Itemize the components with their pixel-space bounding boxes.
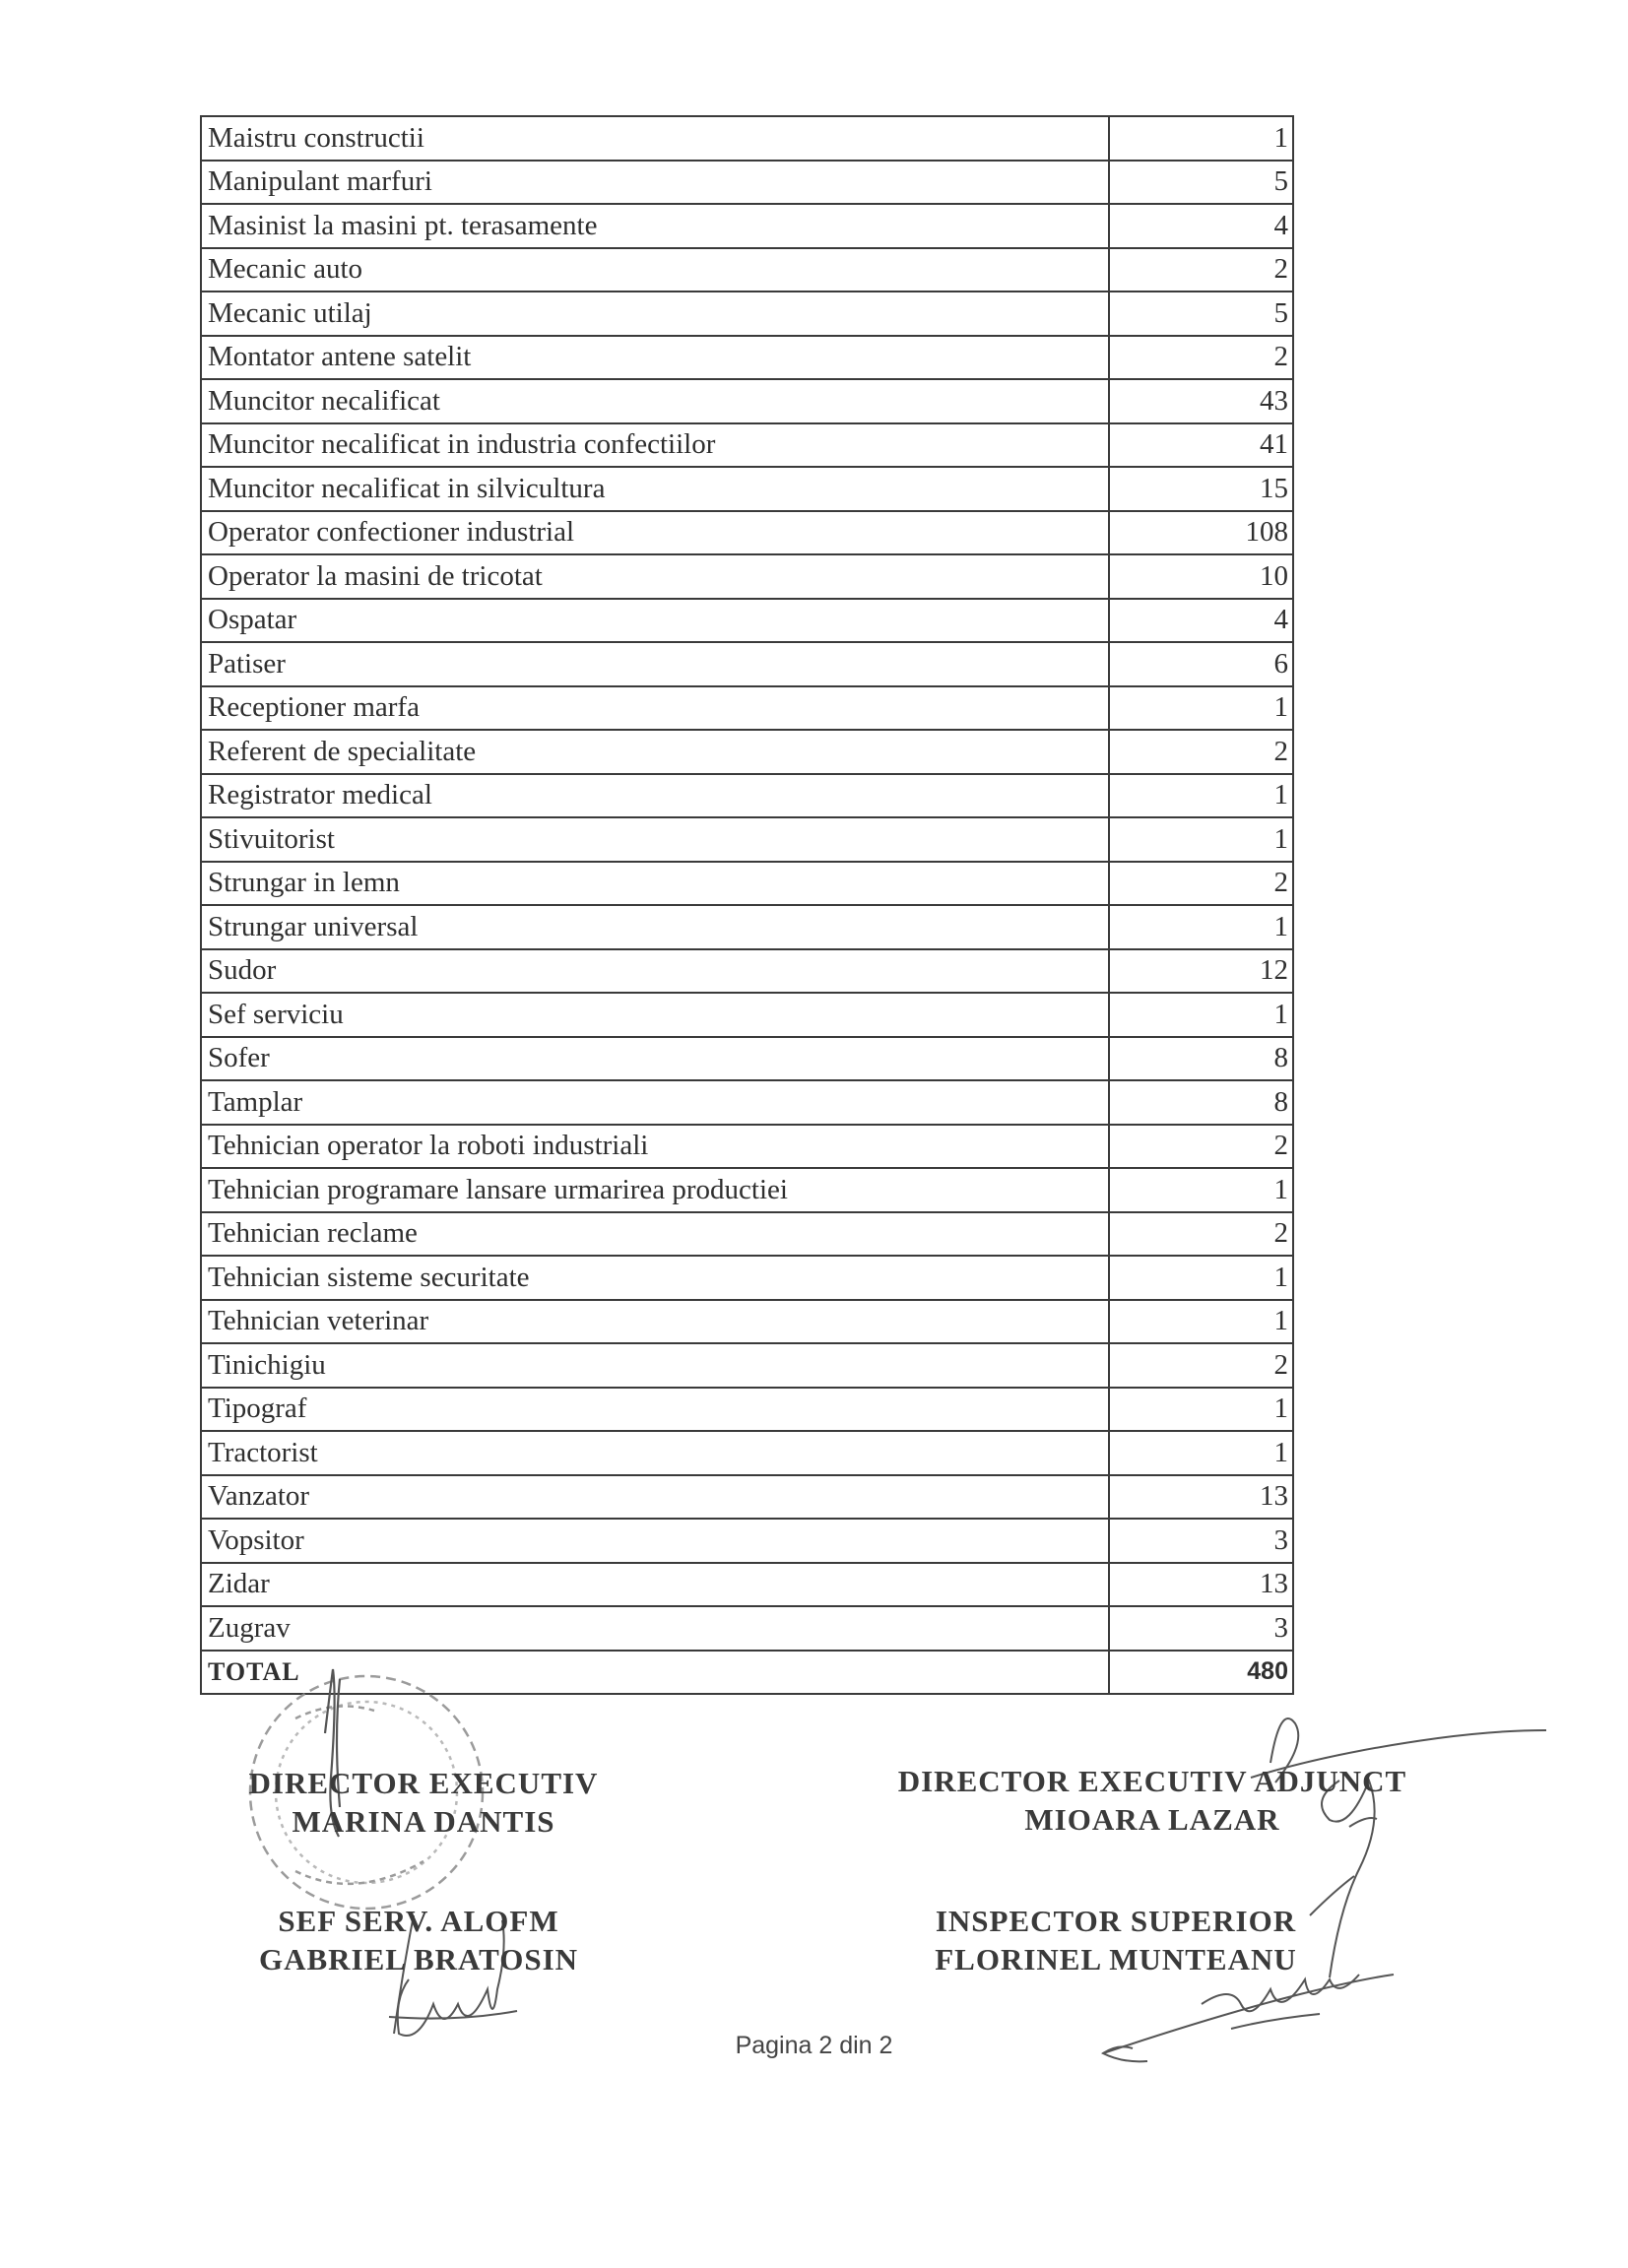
signature-block-inspector-superior	[904, 1903, 1328, 1979]
occupation-count: 15	[1109, 467, 1293, 511]
occupation-name: Tehnician operator la roboti industriali	[201, 1125, 1109, 1169]
occupation-count: 2	[1109, 1212, 1293, 1257]
occupations-table	[200, 115, 1294, 1695]
occupation-name: Manipulant marfuri	[201, 161, 1109, 205]
table-row	[201, 248, 1293, 292]
occupation-name: Tehnician programare lansare urmarirea productiei	[201, 1168, 1109, 1212]
occupation-name: Sudor	[201, 949, 1109, 994]
occupation-count: 43	[1109, 379, 1293, 423]
table-row	[201, 116, 1293, 161]
table-row	[201, 379, 1293, 423]
table-row	[201, 1475, 1293, 1520]
occupation-name: Mecanic utilaj	[201, 292, 1109, 336]
occupation-name: Tehnician reclame	[201, 1212, 1109, 1257]
table-row	[201, 467, 1293, 511]
occupation-count: 13	[1109, 1563, 1293, 1607]
occupation-name: Montator antene satelit	[201, 336, 1109, 380]
total-row	[201, 1651, 1293, 1695]
table-row	[201, 1168, 1293, 1212]
occupation-count: 1	[1109, 905, 1293, 949]
table-row	[201, 599, 1293, 643]
occupation-name: Muncitor necalificat in silvicultura	[201, 467, 1109, 511]
occupation-name: Zidar	[201, 1563, 1109, 1607]
signature-block-sef-serv	[217, 1903, 620, 1979]
sef-serv-name: GABRIEL BRATOSIN	[258, 1941, 579, 1976]
table-row	[201, 554, 1293, 599]
occupation-count: 108	[1109, 511, 1293, 555]
table-row	[201, 774, 1293, 818]
occupation-count: 5	[1109, 292, 1293, 336]
occupation-count: 5	[1109, 161, 1293, 205]
occupation-count: 1	[1109, 774, 1293, 818]
occupation-count: 1	[1109, 686, 1293, 731]
occupation-name: Sofer	[201, 1037, 1109, 1081]
table-row	[201, 161, 1293, 205]
table-row	[201, 1431, 1293, 1475]
page-number: Pagina 2 din 2	[735, 2032, 893, 2059]
table-row	[201, 730, 1293, 774]
occupation-name: Vanzator	[201, 1475, 1109, 1520]
table-row	[201, 1343, 1293, 1388]
occupation-name: Strungar universal	[201, 905, 1109, 949]
occupation-count: 3	[1109, 1606, 1293, 1651]
occupation-name: Tamplar	[201, 1080, 1109, 1125]
occupation-count: 1	[1109, 1388, 1293, 1432]
occupation-name: Patiser	[201, 642, 1109, 686]
table-row	[201, 204, 1293, 248]
table-row	[201, 292, 1293, 336]
director-executiv-adjunct-title: DIRECTOR EXECUTIV ADJUNCT	[897, 1764, 1407, 1798]
occupation-name: Mecanic auto	[201, 248, 1109, 292]
table-row	[201, 1037, 1293, 1081]
occupation-name: Registrator medical	[201, 774, 1109, 818]
occupation-name: Tehnician veterinar	[201, 1300, 1109, 1344]
table-row	[201, 511, 1293, 555]
occupation-count: 1	[1109, 1431, 1293, 1475]
table-row	[201, 1300, 1293, 1344]
occupation-count: 1	[1109, 116, 1293, 161]
occupation-name: Ospatar	[201, 599, 1109, 643]
occupation-count: 4	[1109, 204, 1293, 248]
director-executiv-title: DIRECTOR EXECUTIV	[248, 1766, 599, 1800]
occupation-count: 1	[1109, 817, 1293, 862]
table-row	[201, 817, 1293, 862]
table-row	[201, 862, 1293, 906]
occupation-count: 41	[1109, 423, 1293, 468]
signature-block-director-executiv	[212, 1765, 635, 1842]
occupation-count: 10	[1109, 554, 1293, 599]
occupation-count: 4	[1109, 599, 1293, 643]
occupation-name: Sef serviciu	[201, 993, 1109, 1037]
table-row	[201, 1080, 1293, 1125]
table-row	[201, 642, 1293, 686]
occupation-count: 1	[1109, 1300, 1293, 1344]
total-count: 480	[1109, 1651, 1293, 1695]
table-body	[201, 116, 1293, 1694]
occupation-name: Operator confectioner industrial	[201, 511, 1109, 555]
table-row	[201, 1256, 1293, 1300]
occupation-count: 6	[1109, 642, 1293, 686]
table-row	[201, 905, 1293, 949]
sef-serv-title: SEF SERV. ALOFM	[278, 1904, 559, 1938]
occupation-name: Receptioner marfa	[201, 686, 1109, 731]
table-row	[201, 423, 1293, 468]
occupation-count: 13	[1109, 1475, 1293, 1520]
occupation-count: 1	[1109, 1256, 1293, 1300]
total-label: TOTAL	[201, 1651, 1109, 1695]
occupation-count: 2	[1109, 248, 1293, 292]
occupation-count: 8	[1109, 1037, 1293, 1081]
occupation-name: Referent de specialitate	[201, 730, 1109, 774]
table-row	[201, 1563, 1293, 1607]
occupation-name: Stivuitorist	[201, 817, 1109, 862]
table-row	[201, 1212, 1293, 1257]
inspector-superior-name: FLORINEL MUNTEANU	[935, 1941, 1297, 1976]
table-row	[201, 1519, 1293, 1563]
occupation-count: 12	[1109, 949, 1293, 994]
occupation-name: Tipograf	[201, 1388, 1109, 1432]
occupation-count: 2	[1109, 336, 1293, 380]
occupation-name: Zugrav	[201, 1606, 1109, 1651]
table-row	[201, 336, 1293, 380]
occupation-name: Tractorist	[201, 1431, 1109, 1475]
occupation-name: Vopsitor	[201, 1519, 1109, 1563]
occupation-name: Tehnician sisteme securitate	[201, 1256, 1109, 1300]
occupation-count: 2	[1109, 730, 1293, 774]
occupation-count: 1	[1109, 993, 1293, 1037]
director-executiv-name: MARINA DANTIS	[292, 1803, 555, 1839]
inspector-superior-title: INSPECTOR SUPERIOR	[935, 1904, 1297, 1938]
director-executiv-adjunct-name: MIOARA LAZAR	[1024, 1801, 1280, 1837]
occupation-count: 8	[1109, 1080, 1293, 1125]
table-row	[201, 1388, 1293, 1432]
table-row	[201, 1606, 1293, 1651]
table-row	[201, 949, 1293, 994]
occupation-count: 2	[1109, 1343, 1293, 1388]
occupation-name: Muncitor necalificat in industria confectiilor	[201, 423, 1109, 468]
signature-block-director-executiv-adjunct	[877, 1763, 1428, 1840]
occupation-count: 2	[1109, 862, 1293, 906]
occupation-count: 1	[1109, 1168, 1293, 1212]
occupation-count: 2	[1109, 1125, 1293, 1169]
occupation-count: 3	[1109, 1519, 1293, 1563]
table-row	[201, 993, 1293, 1037]
occupation-name: Tinichigiu	[201, 1343, 1109, 1388]
occupation-name: Operator la masini de tricotat	[201, 554, 1109, 599]
table-row	[201, 1125, 1293, 1169]
occupation-name: Maistru constructii	[201, 116, 1109, 161]
table-row	[201, 686, 1293, 731]
occupation-name: Masinist la masini pt. terasamente	[201, 204, 1109, 248]
occupation-name: Strungar in lemn	[201, 862, 1109, 906]
occupation-name: Muncitor necalificat	[201, 379, 1109, 423]
